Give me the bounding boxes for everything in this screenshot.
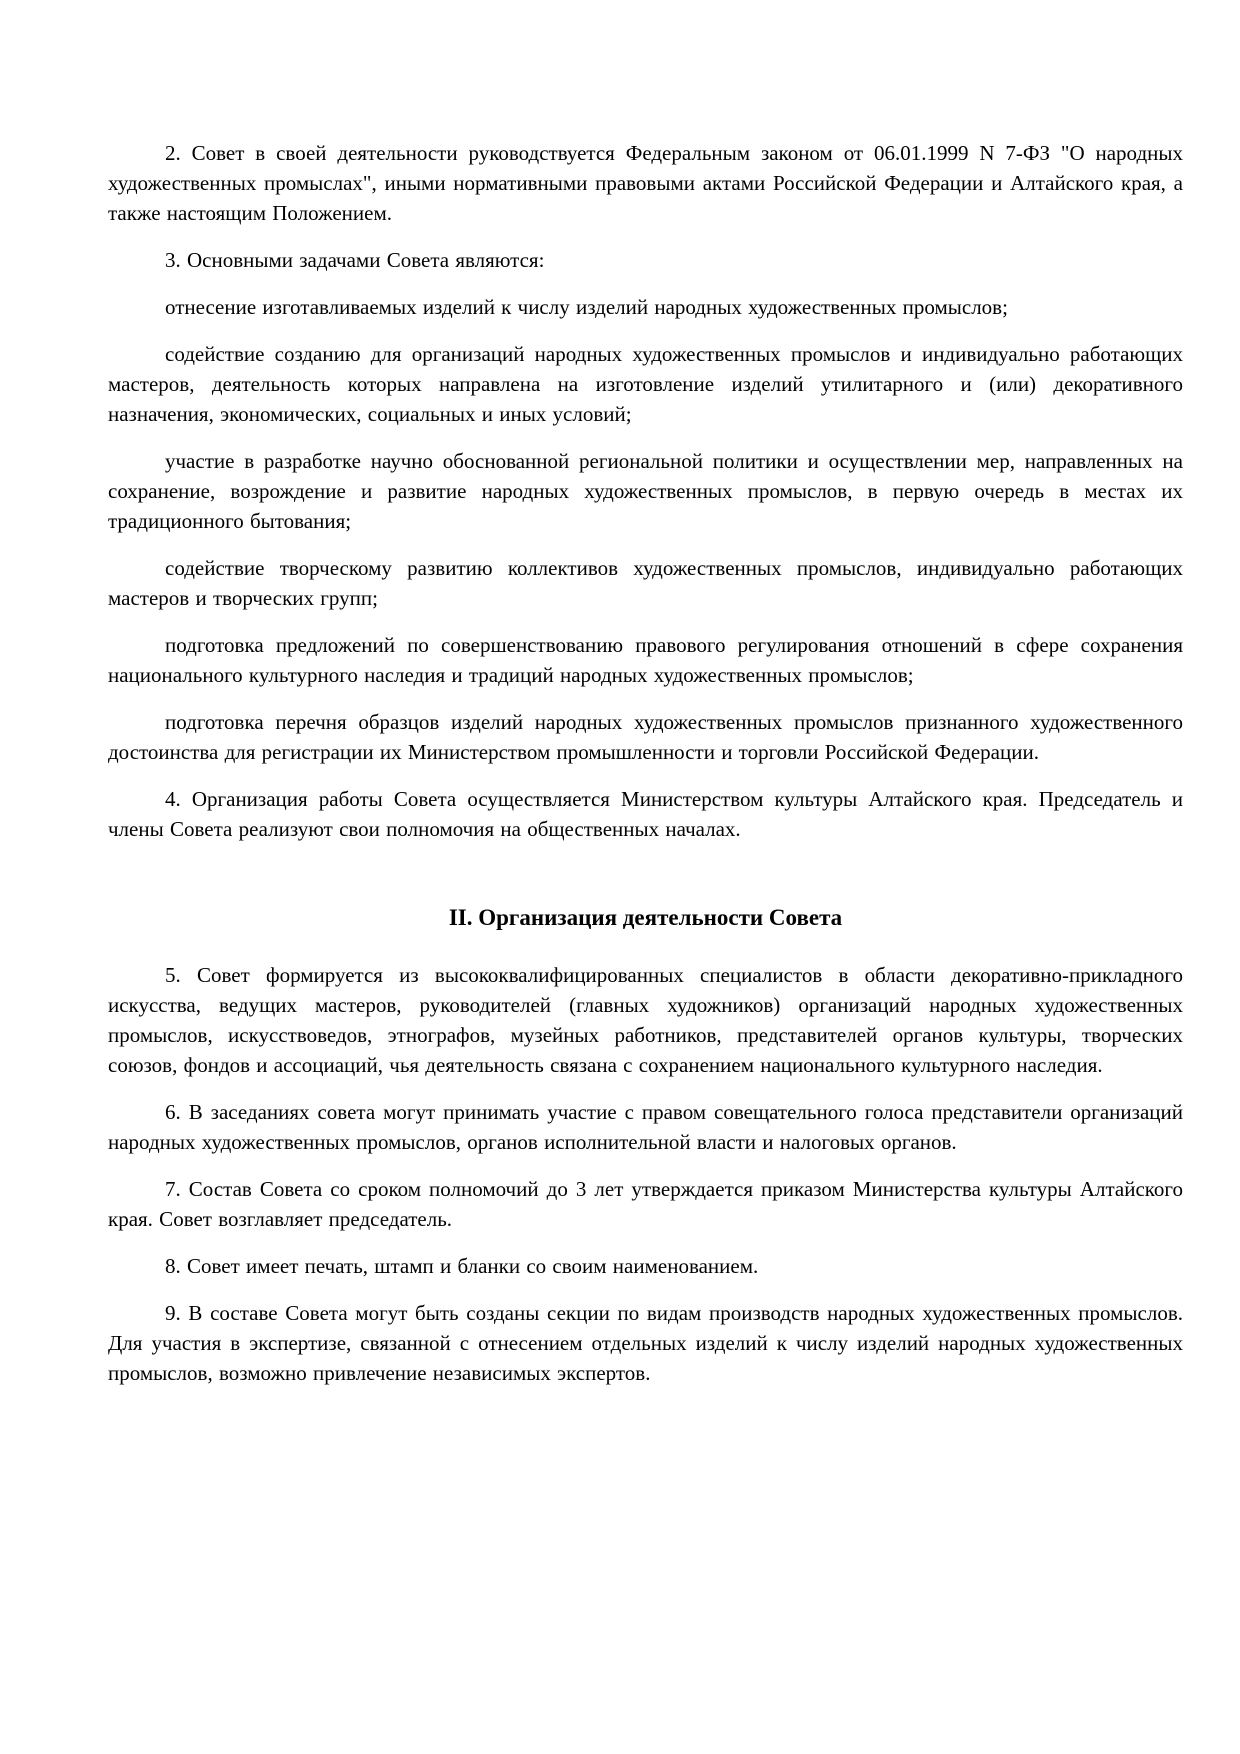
paragraph-task-samples-list: подготовка перечня образцов изделий народных художественных промыслов признанного художественного достоинства для регистрации их Министерством промышленности и торговли Российской Федерации. [108,710,1183,764]
paragraph-item-8: 8. Совет имеет печать, штамп и бланки со своим наименованием. [165,1254,759,1278]
paragraph-task-legal-proposals: подготовка предложений по совершенствованию правового регулирования отношений в сфере сохранения национального культурного наследия и традиций народных художественных промыслов; [108,633,1183,687]
paragraph-item-4: 4. Организация работы Совета осуществляется Министерством культуры Алтайского края. Председатель и члены Совета реализуют свои полномочия на общественных началах. [108,787,1183,841]
paragraph-task-assistance-creation: содействие созданию для организаций народных художественных промыслов и индивидуально работающих мастеров, деятельность которых направлена на изготовление изделий утилитарного и (или) декоративного назначения, экономических, социальных и иных условий; [108,342,1183,426]
paragraph-task-policy-participation: участие в разработке научно обоснованной региональной политики и осуществлении мер, направленных на сохранение, возрождение и развитие народных художественных промыслов, в первую очередь в местах их традиционного бытования; [108,449,1183,533]
paragraph-item-2: 2. Совет в своей деятельности руководствуется Федеральным законом от 06.01.1999 N 7-ФЗ "О народных художественных промыслах", иными нормативными правовыми актами Российской Федерации и Алтайского края, а также настоящим Положением. [108,141,1183,225]
paragraph-item-5: 5. Совет формируется из высококвалифицированных специалистов в области декоративно-прикладного искусства, ведущих мастеров, руководителей (главных художников) организаций народных художественных промыслов, искусствоведов, этнографов, музейных работников, представителей органов культуры, творческих союзов, фондов и ассоциаций, чья деятельность связана с сохранением национального культурного наследия. [108,963,1183,1077]
section-heading-ii: II. Организация деятельности Совета [448,905,843,930]
paragraph-item-7: 7. Состав Совета со сроком полномочий до 3 лет утверждается приказом Министерства культуры Алтайского края. Совет возглавляет председатель. [108,1177,1183,1231]
paragraph-item-3: 3. Основными задачами Совета являются: [165,248,545,272]
paragraph-item-9: 9. В составе Совета могут быть созданы секции по видам производств народных художественных промыслов. Для участия в экспертизе, связанной с отнесением отдельных изделий к числу изделий народных художественных промыслов, возможно привлечение независимых экспертов. [108,1301,1183,1385]
paragraph-task-classification: отнесение изготавливаемых изделий к числу изделий народных художественных промыслов; [165,295,1008,319]
paragraph-item-6: 6. В заседаниях совета могут принимать участие с правом совещательного голоса представители организаций народных художественных промыслов, органов исполнительной власти и налоговых органов. [108,1100,1183,1154]
paragraph-task-creative-development: содействие творческому развитию коллективов художественных промыслов, индивидуально работающих мастеров и творческих групп; [108,556,1183,610]
